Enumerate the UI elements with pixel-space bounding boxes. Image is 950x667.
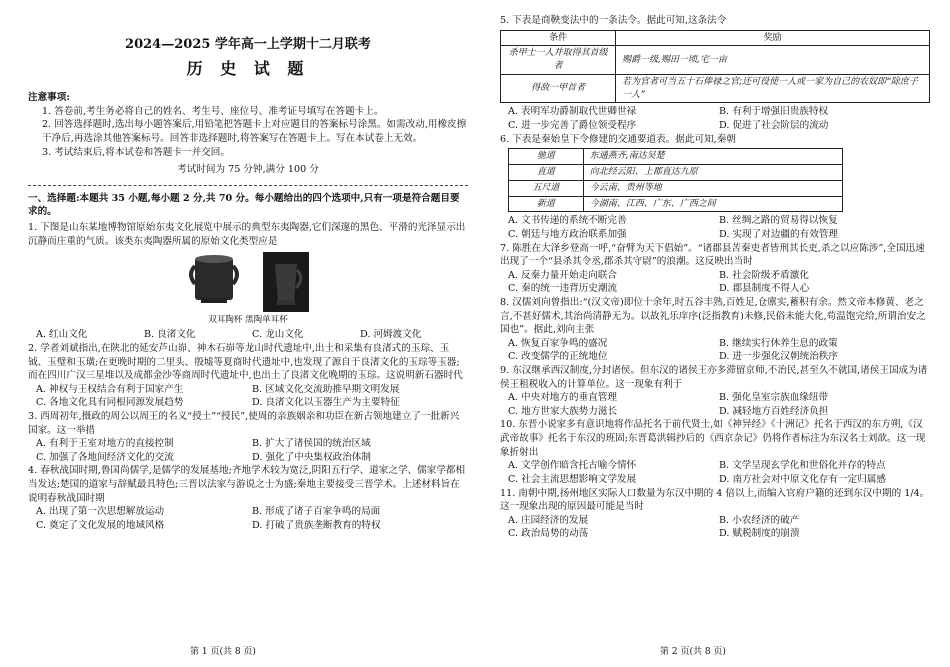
question-options <box>500 514 930 541</box>
question-options <box>500 459 930 486</box>
section-heading: 一、选择题:本题共 35 小题,每小题 2 分,共 70 分。每小题给出的四个选项中,只有一项是符合题目要求的。 <box>28 192 460 218</box>
table-cell: 今湖南、江西、广东、广西之间 <box>583 196 843 212</box>
question-options <box>500 391 930 418</box>
option-b[interactable]: B. 扩大了诸侯国的统治区域 <box>252 438 371 450</box>
option-b[interactable]: B. 文学呈现玄学化和世俗化并存的特点 <box>719 460 886 472</box>
option-a[interactable]: A. 庄园经济的发展 <box>508 514 589 526</box>
exam-title: 2024—2025 学年高一上学期十二月联考 <box>125 37 371 52</box>
option-b[interactable]: B. 有利于增强旧贵族特权 <box>719 106 829 118</box>
question-11 <box>500 487 930 541</box>
table-cell: 今云南、贵州等地 <box>583 180 843 196</box>
table-cell: 杀甲士一人并取得其首级者 <box>501 46 616 75</box>
notice-header: 注意事项: <box>28 92 70 104</box>
option-c[interactable]: C. 朝廷与地方政治联系加强 <box>508 228 627 240</box>
table-row <box>509 196 843 212</box>
question-options <box>28 383 468 410</box>
question-stem: 7. 陈胜在大泽乡登高一呼,“奋臂为天下倡始”。“诸郡县苦秦吏者皆刑其长吏,杀之以应陈涉”,全国迅速出现了一个“县杀其令丞,郡杀其守尉”的浪潮。这反映出当时 <box>500 242 925 268</box>
option-a[interactable]: A. 中央对地方的垂直管理 <box>508 392 617 404</box>
question-9 <box>500 364 930 418</box>
question-8 <box>500 296 930 364</box>
option-c[interactable]: C. 加强了各地间经济文化的交流 <box>36 451 174 463</box>
option-c[interactable]: C. 社会主流思想影响文学发展 <box>508 473 637 485</box>
exam-time: 考试时间为 75 分钟,满分 100 分 <box>177 164 319 176</box>
question-1 <box>28 221 468 342</box>
option-a[interactable]: A. 出现了第一次思想解放运动 <box>36 506 165 518</box>
table-header: 奖励 <box>616 30 930 46</box>
page-footer-1: 第 1 页(共 8 页) <box>190 647 256 658</box>
option-a[interactable]: A. 文书传递的系统不断完善 <box>508 215 627 227</box>
option-c[interactable]: C. 地方世家大族势力滋长 <box>508 405 618 417</box>
question-stem: 5. 下表是商鞅变法中的一条法令。据此可知,这条法令 <box>500 15 727 26</box>
option-d[interactable]: D. 进一步强化汉朝统治秩序 <box>719 351 838 363</box>
question-2 <box>28 342 468 410</box>
question-options <box>500 337 930 364</box>
option-a[interactable]: A. 有利于王室对地方的直接控制 <box>36 438 174 450</box>
left-page <box>28 14 468 532</box>
option-a[interactable]: A. 表明军功爵制取代世卿世禄 <box>508 106 637 118</box>
option-d[interactable]: D. 郡县制度不得人心 <box>719 283 810 295</box>
question-stem: 1. 下图是山东某地博物馆原始东夷文化展览中展示的典型东夷陶器,它们深邃的黑色、平滑的光泽显示出沉静而庄重的气质。该类东夷陶器所属的原始文化类型应是 <box>28 222 466 247</box>
option-c[interactable]: C. 各地文化具有同根同源发展趋势 <box>36 397 184 409</box>
law-table <box>500 30 930 104</box>
table-cell: 直道 <box>509 165 584 181</box>
table-row <box>509 165 843 181</box>
option-c[interactable]: C. 进一步完善了爵位领受程序 <box>508 120 637 132</box>
question-options <box>500 105 930 132</box>
divider <box>28 185 468 186</box>
exam-subject: 历 史 试 题 <box>186 59 310 79</box>
table-row <box>501 46 930 75</box>
option-d[interactable]: D. 实现了对边疆的有效管理 <box>719 228 838 240</box>
notice-list <box>28 105 468 159</box>
table-cell: 得敌一甲首者 <box>501 74 616 103</box>
question-stem: 8. 汉儒刘向曾指出:“(汉文帝)即位十余年,时五谷丰熟,百姓足,仓廪实,蓄积有余。然文帝本修黄、老之言,不甚好儒术,其治尚清静无为。以故礼乐庠序(泛指教育)未修,民俗未能大化,苟温饱完给,所谓治安之国也”。据此,刘向主张 <box>500 296 926 336</box>
question-stem: 4. 春秋战国时期,鲁国尚儒学,是儒学的发展基地;齐地学术较为宽泛,阴阳五行学、道家之学、儒家学都相当发达;楚国的道家与辞赋最具特色;三晋以法家与游说之士为盛;秦地主要接受三晋学术。上述材料旨在说明春秋战国时期 <box>28 465 466 504</box>
option-d[interactable]: D. 良渚文化以玉器生产为主要特征 <box>252 397 400 409</box>
option-c[interactable]: C. 秦的统一违背历史潮流 <box>508 283 618 295</box>
pottery-figure <box>28 252 468 312</box>
option-a[interactable]: A. 神权与王权结合有利于国家产生 <box>36 383 184 395</box>
right-page <box>500 14 930 541</box>
option-b[interactable]: B. 丝绸之路的贸易得以恢复 <box>719 215 838 227</box>
table-cell: 赐爵一级,赐田一顷,宅一亩 <box>616 46 930 75</box>
table-row <box>509 149 843 165</box>
question-4 <box>28 464 468 532</box>
option-a[interactable]: A. 红山文化 <box>36 329 88 341</box>
double-ear-cup-image <box>187 252 241 304</box>
question-10 <box>500 418 930 486</box>
option-a[interactable]: A. 恢复百家争鸣的盛况 <box>508 337 608 349</box>
option-d[interactable]: D. 南方社会对中原文化存有一定归属感 <box>719 473 886 485</box>
table-row <box>509 180 843 196</box>
question-options <box>28 505 468 532</box>
option-b[interactable]: B. 强化皇室宗族血缘纽带 <box>719 392 829 404</box>
page-footer-2: 第 2 页(共 8 页) <box>660 647 726 658</box>
roads-table <box>508 148 843 212</box>
table-header: 条件 <box>501 30 616 46</box>
option-d[interactable]: D. 赋税制度的崩溃 <box>719 528 800 540</box>
table-cell: 新道 <box>509 196 584 212</box>
question-6 <box>500 133 930 242</box>
option-d[interactable]: D. 打破了贵族垄断教育的特权 <box>252 519 381 531</box>
table-cell: 驰道 <box>509 149 584 165</box>
question-stem: 11. 南朝中期,扬州地区实际人口数量为东汉中期的 4 倍以上,而编入官府户籍的还到东汉中期的 1/4。这一现象出现的原因最可能是当时 <box>500 487 930 513</box>
notice-item: 1. 答卷前,考生务必将自己的姓名、考生号、座位号、准考证号填写在答题卡上。 <box>42 105 384 117</box>
question-3 <box>28 410 468 464</box>
option-a[interactable]: A. 文学创作暗含托古喻今情怀 <box>508 460 637 472</box>
option-b[interactable]: B. 区域文化交流助推早期文明发展 <box>252 383 400 395</box>
option-d[interactable]: D. 减轻地方百姓经济负担 <box>719 405 829 417</box>
option-d[interactable]: D. 强化了中央集权政治体制 <box>252 451 371 463</box>
question-stem: 10. 东晋小说家多有意识地将作品托名于前代贤士,如《神异经》《十洲记》托名于西汉的东方朔,《汉武帝故事》托名于东汉的班固;东晋葛洪辑抄后的《西京杂记》仍将作者标注为东汉名士刘歆。这一现象折射出 <box>500 419 926 458</box>
question-stem: 6. 下表是秦始皇下令修建的交通要道表。据此可知,秦朝 <box>500 133 736 145</box>
black-pottery-cup-image <box>263 252 309 312</box>
question-options <box>500 214 930 241</box>
question-options <box>28 437 468 464</box>
question-7 <box>500 242 930 296</box>
question-options <box>28 328 468 342</box>
table-cell: 东通燕齐,南达吴楚 <box>583 149 843 165</box>
question-options <box>500 269 930 296</box>
question-stem: 3. 西周初年,摄政的周公以周王的名义“授土”“授民”,使周的亲族姻亲和功臣在新占领地建立了一批新兴国家。这一举措 <box>28 410 460 436</box>
figure-caption: 双耳陶杯 黑陶单耳杯 <box>208 315 288 326</box>
option-c[interactable]: C. 奠定了文化发展的地域风格 <box>36 519 165 531</box>
option-b[interactable]: B. 小农经济的破产 <box>719 514 800 526</box>
option-b[interactable]: B. 社会阶级矛盾激化 <box>719 269 809 281</box>
option-c[interactable]: C. 改变儒学的正统地位 <box>508 351 608 363</box>
table-cell: 若为官者可当五十石俸禄之官;还可役使一人或一家为自己的农奴即“除庶子一人” <box>616 74 930 103</box>
notice-item: 3. 考试结束后,将本试卷和答题卡一并交回。 <box>42 146 230 158</box>
notice-item: 2. 回答选择题时,选出每小题答案后,用铅笔把答题卡上对应题目的答案标号涂黑。如需改动,用橡皮擦干净后,再选涂其他答案标号。回答非选择题时,将答案写在答题卡上。写在本试卷上无效。 <box>42 119 467 144</box>
option-d[interactable]: D. 河姆渡文化 <box>360 329 422 341</box>
option-b[interactable]: B. 形成了诸子百家争鸣的局面 <box>252 506 381 518</box>
option-c[interactable]: C. 龙山文化 <box>252 329 304 341</box>
option-b[interactable]: B. 继续实行休养生息的政策 <box>719 337 838 349</box>
option-a[interactable]: A. 反秦力量开始走向联合 <box>508 269 617 281</box>
table-cell: 五尺道 <box>509 180 584 196</box>
table-row <box>501 74 930 103</box>
question-stem: 9. 东汉继承西汉制度,分封诸侯。但东汉的诸侯王亦多滞留京师,不治民,甚至久不就国,诸侯王国成为诸侯王租税收入的计算单位。这一现象有利于 <box>500 365 928 390</box>
option-b[interactable]: B. 良渚文化 <box>144 329 196 341</box>
question-stem: 2. 学者刘斌指出,在陕北的延安芦山峁、神木石峁等龙山时代遗址中,出土和采集有良渚式的玉琮、玉钺、玉璧和玉璜;在更晚时期的二里头、殷墟等夏商时代遗址中,也发现了源自于良渚文化的玉琮等玉器;而在四川广汉三星堆以及成都金沙等商周时代遗址中,也出土了良渚文化晚期的玉琮。这说明新石器时代 <box>28 342 463 382</box>
option-d[interactable]: D. 促进了社会阶层的流动 <box>719 120 829 132</box>
option-c[interactable]: C. 政治局势的动荡 <box>508 528 589 540</box>
table-cell: 向北经云阳、上郡直达九原 <box>583 165 843 181</box>
question-5 <box>500 14 930 133</box>
